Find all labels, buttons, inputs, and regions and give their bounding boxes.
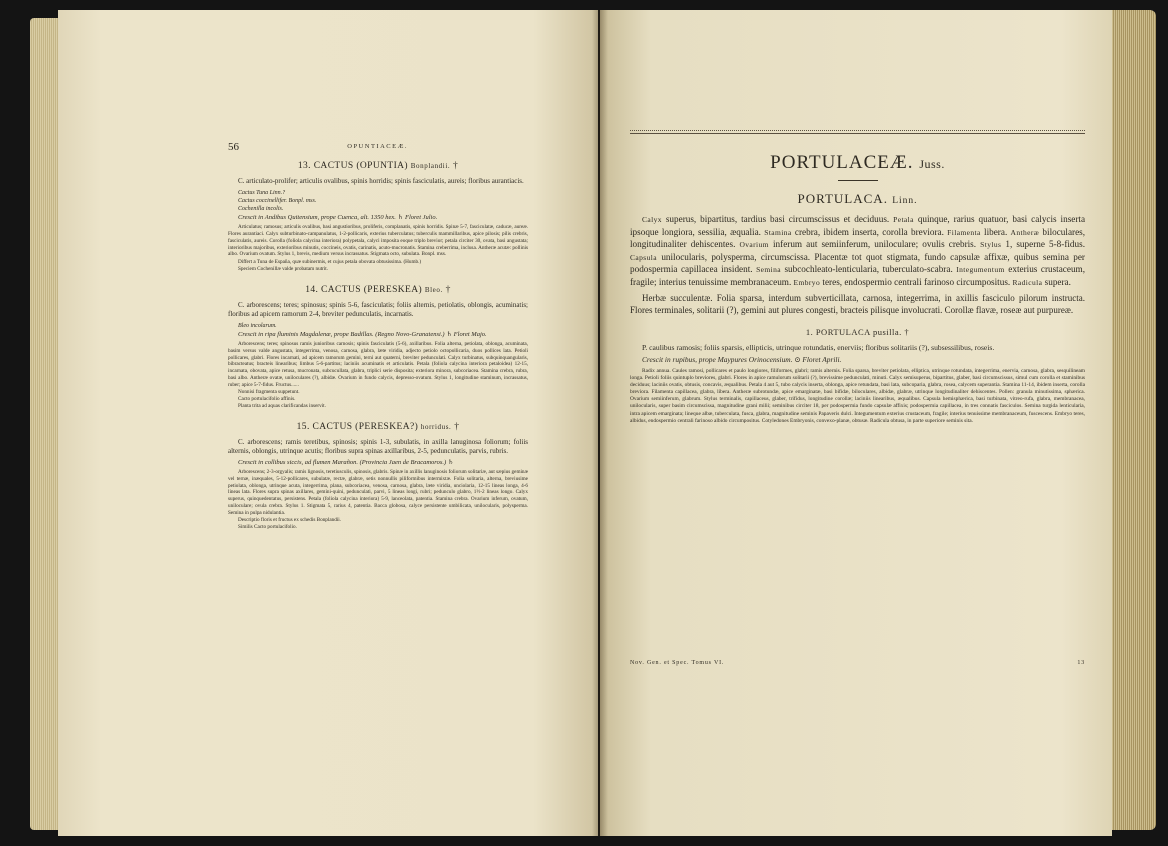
left-text-column (228, 140, 528, 531)
page-edges-right (1110, 10, 1156, 830)
species-description: Articulatus; ramosus; articulis ovalibus, basi angustioribus, proliferis, complanatis, spinis horridis. Spinæ 5-7, fasciculatæ, caducæ, aureæ. Flores aurantiaci. Calyx subturbinato-campanulatus, 1-2-pollicaris, exterius tuberculatus; tuberculis mammillaribus, apice pilosis; pilis crebris, fasciculatis, aureis. Corolla (foliola calycina interiora) polypetala, calyci imposita eoque triplo brevior; petala circiter 30, ovata, basi angustata; interioribus majoribus, exterioribus minutis, coccineis, ovatis, carinatis, acuto-mucronatis. Stamina creberrima, inclusa. Antheræ acutæ: pollinis albo. Ovarium ovatum. Stylus 1, brevis, medium versus incrassatus. Stigmata octo, subulata. Bonpl. mss. (228, 224, 528, 258)
synonym: Cactus coccinellifer. Bonpl. mss. (238, 197, 317, 204)
running-head (228, 140, 528, 154)
page-edges-left (30, 18, 60, 830)
signature-mark: Nov. Gen. et Spec. Tomus VI. (630, 660, 725, 666)
species-note: Speciem Cochenillæ valde probatam nutrit. (238, 265, 329, 272)
species-note: Descriptio floris et fructus ex schedis Bonplandii. (238, 517, 342, 524)
book-gutter (592, 10, 608, 836)
species-note: Cacto portulacifolio affinis. (238, 396, 296, 403)
species-note: Similis Cacto portulacifolio. (238, 524, 297, 531)
species-habitat: Crescit in collibus siccis, ad flumen Marañon. (Provincia Jaen de Bracamoros.) ♄ (238, 458, 454, 466)
genus-description: Calyx superus, bipartitus, tardius basi circumscissus et deciduus. Petala quinque, rarius quatuor, basi calycis inserta ipsoque longiora, sessilia, æqualia. Stamina crebra, ibidem inserta, corolla breviora. Filamenta libera. Antheræ biloculares, longitudinaliter dehiscentes. Ovarium inferum aut semiinferum, uniloculare; ovulis crebris. Stylus 1, superne 5-8-fidus. Capsula unilocularis, polysperma, circumscissa. Placentæ tot quot stigmata, fundo capsulæ affixæ, quibus semina per podospermia capillacea insident. Semina subcochleato-lenticularia, tuberculato-scabra. Integumentum exterius crustaceum, fragile; interius tenuissime membranaceum. Embryo teres, endospermio centrali farinoso circumpositus. Radicula supera. (630, 214, 1086, 287)
genus-heading: PORTULACA. Linn. (797, 191, 918, 206)
species-note: Nonnisi fragmenta suppetunt. (238, 389, 300, 396)
synonym: Cochenilla incolis. (238, 205, 284, 212)
species-entry (228, 421, 528, 531)
species-title: 1. PORTULACA pusilla. † (805, 326, 910, 337)
species-entry (228, 284, 528, 410)
page-number: 56 (228, 141, 239, 153)
species-description: Arborescens; 2-3-orgyalis; ramis lignosis, teretiusculis, spinosis, glabris. Spinæ in axillis lanuginosis foliorum solitariæ, aut sæpius geminæ vel ternæ, inæquales, 5-12-pollicares, subulatæ, rectæ, glabræ, setis nonnullis piliformibus intermixtæ. Folia solitaria, alterna, breviusime petiolata, oblonga, utrinque acuta, integerrima, plana, subcoriacea, venosa, carnosa, glabra, læte viridia, unciolaria, 12-15 lineas longa, 4-6 lineas lata. Flores supra spinas axillares, gemini-quini, pedunculati, parvi, 5 lineas longi, rubri; pedunculo glabro, 1½-2 lineas longo. Calyx superus, quinquedentatus, persistens. Petala (foliola calycina interiora) 5-9, lanceolata, patentia. Stamina crebra. Ovarium inferum, ovatum, uniloculare; ovula crebra. Stylus 1. Stigmata 5, rarius 4, patentia. Bacca globosa, calyce persistente umbilicata, unilocularis, polysperma. Semina in pulpa nidulantia. (228, 469, 528, 516)
species-diagnosis: P. caulibus ramosis; foliis sparsis, ellipticis, utrinque rotundatis, enerviis; floribus solitariis (?), subsessilibus, roseis. (642, 342, 995, 352)
running-title: OPUNTIACEÆ. (347, 143, 408, 150)
header-dotted-rule (630, 130, 1085, 131)
synonym: Bleo incolarum. (238, 322, 277, 329)
species-habitat: Crescit in Andibus Quitensium, prope Cuenca, alt. 1350 hex. ♄ Floret Julio. (238, 213, 438, 221)
species-title: 15. CACTUS (PERESKEA?) horridus. † (296, 421, 460, 432)
species-note: Planta trita ad aquas clarificandas inservit. (238, 402, 326, 409)
species-diagnosis: C. articulato-prolifer; articulis ovalibus, spinis horridis; spinis fasciculatis, aureis; floribus aurantiacis. (238, 177, 524, 186)
header-rule (630, 133, 1085, 134)
species-habitat: Crescit in ripa fluminis Magdalenæ, prope Badillas. (Regno Novo-Granatensi.) ♄ Floret Majo. (238, 330, 487, 338)
right-text-column (630, 130, 1085, 425)
species-diagnosis: C. arborescens; teres; spinosus; spinis 5-6, fasciculatis; foliis alternis, petiolatis, oblongis, acuminatis; floribus ad apicem ramorum 2-4, breviter pedunculatis, incarnatis. (228, 300, 528, 319)
left-page (58, 10, 598, 836)
species-habitat: Crescit in rupibus, prope Maypures Orinocensium. ⊙ Floret Aprili. (642, 354, 842, 364)
gathering-number: 13 (1077, 660, 1085, 666)
species-diagnosis: C. arborescens; ramis teretibus, spinosis; spinis 1-3, subulatis, in axilla lanuginosa foliorum; foliis alternis, oblongis, utrinque acutis; floribus supra spinas axillaribus, 2-5, pedunculatis, parvis, rubris. (228, 437, 528, 456)
species-note: Differt a Tuna de España, quæ subinermis, et cujus petala obovata obtusissima. (Humb.) (238, 259, 422, 266)
page-footer (630, 660, 1085, 666)
ornament-rule (838, 180, 878, 181)
species-title: 14. CACTUS (PERESKEA) Bleo. † (305, 284, 451, 295)
right-page (600, 10, 1112, 836)
species-title: 13. CACTUS (OPUNTIA) Bonplandii. † (297, 161, 459, 172)
family-heading: PORTULACEÆ. Juss. (770, 152, 945, 173)
species-description: Radix annua. Caules ramosi, pollicares et paulo longiores, filiformes, glabri; ramis alternis. Folia sparsa, breviter petiolata, elliptica, utrinque rotundata, integerrima, enervia, carnosa, glabra, sesquilineam longa. Petioli foliis quintuplo breviores, glabri. Flores in apice ramulorum solitarii (?), brevissime pedunculati, minuti. Calyx semisuperus, bipartitus, glaber, basi circumscissus, simul cum corolla et staminibus deciduus; laciniis ovatis, obtusis, concavis, æqualibus. Petala 4 aut 5, tubo calycis inserta, oblonga, apice retundata, basi lata, subcoparia, glabra, rosea, calycem superantia. Stamina 11-14, ibidem inserta, corolla breviora. Filamenta capillacea, glabra, libera. Antheræ subrotundæ, apice emarginatæ, basi bifidæ, biloculares, albidæ, glabræ, utrinque longitudinaliter dehiscentes. Pollen: granula minutissima, sphærica. Ovarium semiinferum, glabrum. Stylus terminalis, capillaceus, glaber, trifidus, longitudine corollæ; laciniis linearibus, æqualibus. Capsula hemisphærica, basi turbinata, vitreo-rufa, glabra, membranacea, unilocularis, super basim circumscissa, magnitudine grani milii; seminibus circiter 18, per podospermia fundo capsulæ affixis; podospermia capillacea, in tres connatis fasciculos. Semina turgida lenticularia, intra apicem emarginata; lineque albæ, tuberculata, fusca, glabra, magnitudine seminis Papaveris dulci. Integumentum exterius crustaceum, fragile; interius tenuissime membranaceum, fuscescens. Embryo teres, albidus, endospermio centrali farinoso albido circumpositus. Cotyledones Embryonis, convexo-planæ, obtusæ. Radicula obtusa, in parte superiore seminis sita. (630, 367, 1085, 424)
species-entry (228, 160, 528, 273)
synonym: Cactus Tuna Linn.? (238, 189, 286, 196)
species-description: Arborescens; teres; spinosus ramis junioribus carnosis; spinis fasciculatis (5-6), axillaribus. Folia alterna, petiolata, oblonga, acuminata, basim versus valde angustata, integerrima, venosa, carnosa, glabra, læte viridia, adjecto petiolo octopollicaria, duos pollices lata. Petioli pollicares, glabri. Flores incarnati, ad apicem ramorum gemini, terni aut quaterni, breviter pedunculati. Calyx turbinatus, subquinquangularis, bibracteatus; bracteis linearibus; limbus 5-6-partitus; laciniis acuminatis et articulatis. Petala (foliola calycina interiora petaloidea) 12-15, incarnata, obovata, apice retusa, mucronata, subcucullata, glabra, triplici serie disposita; exteriora minora, subcoriacea. Stamina crebra, rubra, basi albo. Antheræ ovatæ, uniloculares (?), albidæ. Ovarium in fundo calycis, depresso-ovatum. Stylus 1, longitudine staminum, incrassatus, ruber; apice 5-7-fidus. Fructus...... (228, 341, 528, 388)
genus-habit: Herbæ succulentæ. Folia sparsa, interdum subverticillata, carnosa, integerrima, in axillis fasciculo pilorum instructa. Flores terminales, solitarii (?), gemini aut plures congesti, bracteis pilisque involucrati. Corollæ flavæ, roseæ aut purpureæ. (630, 293, 1085, 316)
